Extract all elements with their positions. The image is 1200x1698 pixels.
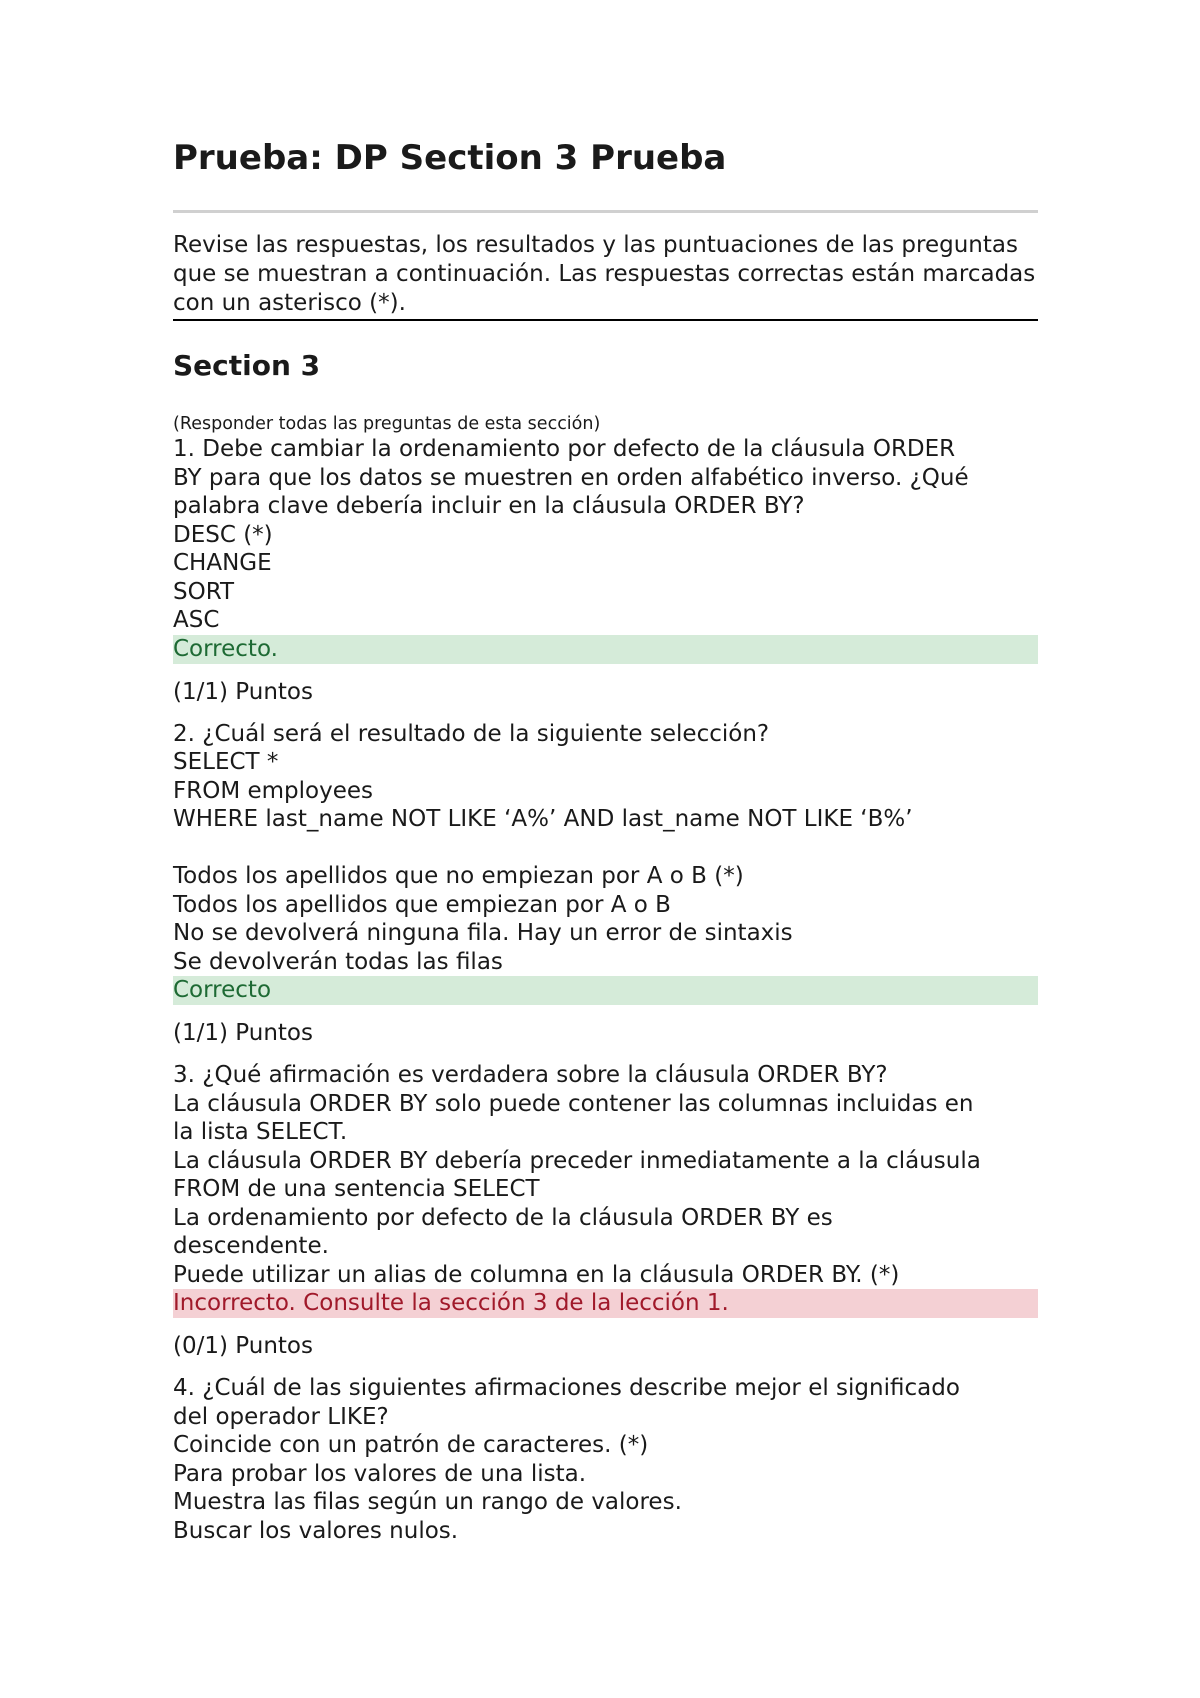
points-score: (1/1) Puntos xyxy=(173,678,313,705)
answer-option: Todos los apellidos que no empiezan por A o B (*) xyxy=(173,863,744,889)
answer-option: la lista SELECT. xyxy=(173,1119,348,1145)
intro-text: Revise las respuestas, los resultados y las puntuaciones de las preguntas que se muestran a continuación. Las respuestas correctas están marcadas con un asterisco (*). xyxy=(173,231,1038,321)
answer-option: ASC xyxy=(173,607,220,633)
answer-option: FROM de una sentencia SELECT xyxy=(173,1176,540,1202)
question-2 xyxy=(173,720,1038,1049)
sql-code-line: SELECT * xyxy=(173,749,279,775)
question-1 xyxy=(173,435,1038,707)
spacer xyxy=(173,834,1038,863)
points-score: (1/1) Puntos xyxy=(173,1020,313,1046)
question-text-line: 4. ¿Cuál de las siguientes afirmaciones describe mejor el significado xyxy=(173,1375,960,1401)
quiz-review-page xyxy=(173,138,1038,1545)
answer-option: Se devolverán todas las filas xyxy=(173,948,503,975)
question-4 xyxy=(173,1374,1038,1545)
feedback-correct: Correcto xyxy=(173,976,1038,1005)
question-3 xyxy=(173,1061,1038,1361)
feedback-correct: Correcto. xyxy=(173,635,1038,664)
answer-option: DESC (*) xyxy=(173,521,273,548)
page-title: Prueba: DP Section 3 Prueba xyxy=(173,138,727,178)
answer-option: Puede utilizar un alias de columna en la cláusula ORDER BY. (*) xyxy=(173,1261,900,1288)
question-text-line: 2. ¿Cuál será el resultado de la siguiente selección? xyxy=(173,720,770,747)
question-text-line: 1. Debe cambiar la ordenamiento por defecto de la cláusula ORDER xyxy=(173,436,956,462)
answer-option: La cláusula ORDER BY debería preceder inmediatamente a la cláusula xyxy=(173,1147,981,1174)
title-divider xyxy=(173,210,1038,213)
section-title: Section 3 xyxy=(173,349,321,382)
answer-option: La cláusula ORDER BY solo puede contener las columnas incluidas en xyxy=(173,1090,974,1117)
sql-code-line: FROM employees xyxy=(173,777,373,804)
answer-option: Buscar los valores nulos. xyxy=(173,1517,459,1544)
question-text-line: 3. ¿Qué afirmación es verdadera sobre la cláusula ORDER BY? xyxy=(173,1062,888,1088)
question-text-line: BY para que los datos se muestren en orden alfabético inverso. ¿Qué xyxy=(173,464,969,491)
points-score: (0/1) Puntos xyxy=(173,1333,313,1359)
answer-option: descendente. xyxy=(173,1233,329,1259)
answer-option: Coincide con un patrón de caracteres. (*) xyxy=(173,1432,649,1458)
answer-option: Para probar los valores de una lista. xyxy=(173,1460,587,1487)
answer-option: CHANGE xyxy=(173,550,272,576)
question-text-line: del operador LIKE? xyxy=(173,1403,389,1430)
answer-option: Muestra las filas según un rango de valores. xyxy=(173,1489,682,1515)
sql-code-line: WHERE last_name NOT LIKE ‘A%’ AND last_name NOT LIKE ‘B%’ xyxy=(173,806,913,832)
feedback-incorrect: Incorrecto. Consulte la sección 3 de la lección 1. xyxy=(173,1289,1038,1318)
answer-option: La ordenamiento por defecto de la cláusula ORDER BY es xyxy=(173,1204,833,1231)
question-text-line: palabra clave debería incluir en la cláusula ORDER BY? xyxy=(173,493,805,519)
answer-option: No se devolverá ninguna fila. Hay un error de sintaxis xyxy=(173,920,793,946)
answer-option: Todos los apellidos que empiezan por A o B xyxy=(173,891,671,918)
section-instructions: (Responder todas las preguntas de esta sección) xyxy=(173,414,601,434)
answer-option: SORT xyxy=(173,578,235,605)
